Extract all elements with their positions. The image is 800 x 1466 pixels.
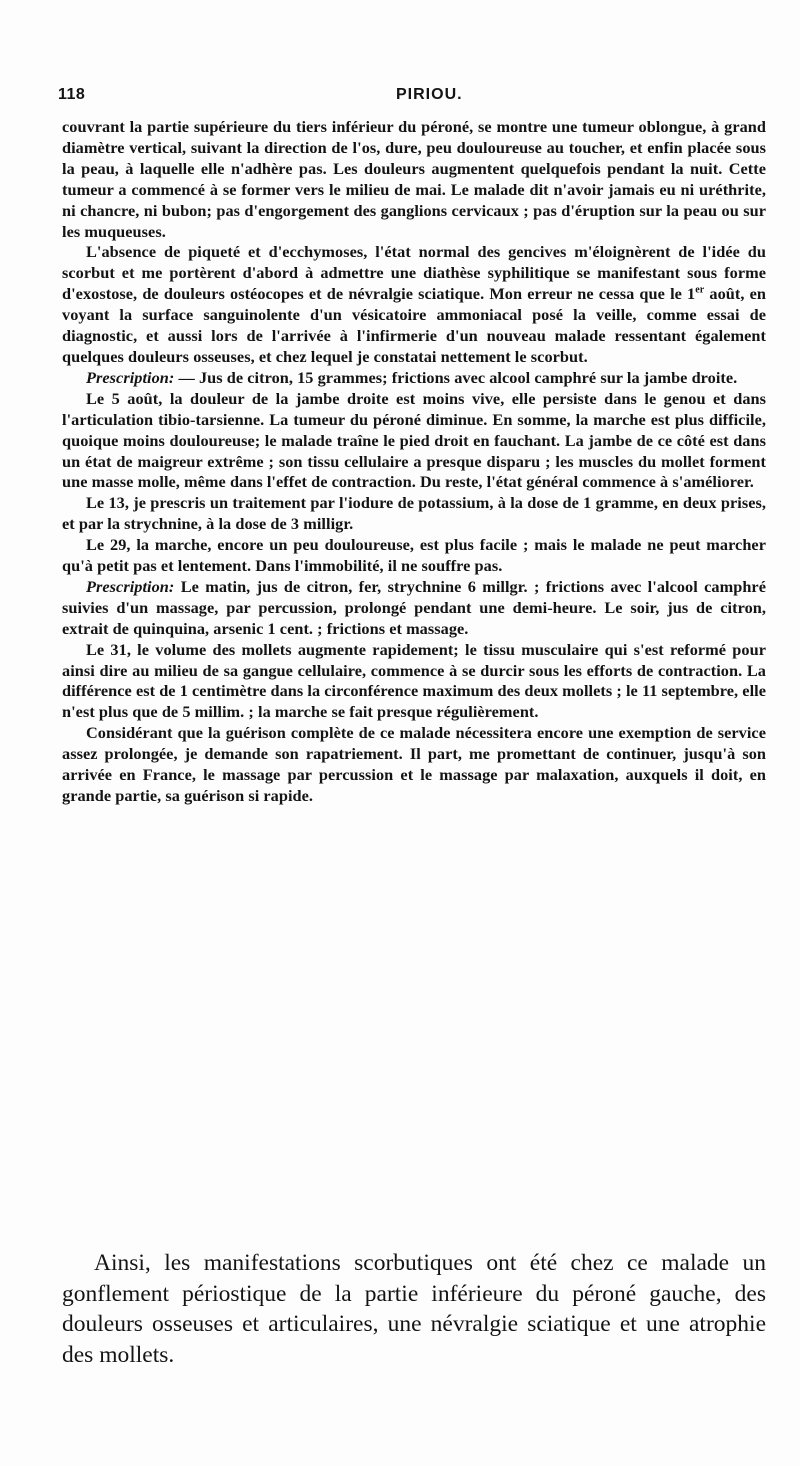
paragraph-tumor-description xyxy=(62,117,766,242)
paragraph-august-5 xyxy=(62,389,766,494)
paragraph-day-13 xyxy=(62,493,766,535)
paragraph-prescription-2 xyxy=(62,577,766,640)
paragraph-text: — Jus de citron, 15 grammes; frictions avec alcool camphré sur la jambe droite. xyxy=(174,367,738,387)
prescription-label: Prescription: xyxy=(86,367,175,387)
paragraph-text: couvrant la partie supérieure du tiers inférieur du péroné, se montre une tumeur oblongue, à grand diamètre vertical, suivant la direction de l'os, dure, peu douloureuse au toucher, et enfin placée sous la peau, à laquelle elle n'adhère pas. Les douleurs augmentent quelquefois pendant la nuit. Cette tumeur a commencé à se former vers le milieu de mai. Le malade dit n'avoir jamais eu ni uréthrite, ni chancre, ni bubon; pas d'engorgement des ganglions cervicaux ; pas d'éruption sur la peau ou sur les muqueuses. xyxy=(62,117,766,241)
paragraph-text: août, en voyant la surface sanguinolente d'un vésicatoire ammoniacal posé la veille, comme essai de diagnostic, et aussi lors de l'arrivée à l'infirmerie d'un nouveau malade ressentant également quelques douleurs osseuses, et chez lequel je constatai nettement le scorbut. xyxy=(62,284,766,366)
paragraph-repatriation xyxy=(62,723,766,807)
conclusion-paragraph: Ainsi, les manifestations scorbutiques ont été chez ce malade un gonflement périostique de la partie inférieure du péroné gauche, des douleurs osseuses et articulaires, une névralgie sciatique et une atrophie des mollets. xyxy=(62,1250,766,1368)
paragraph-text: Le 13, je prescris un traitement par l'iodure de potassium, à la dose de 1 gramme, en deux prises, et par la strychnine, à la dose de 3 milligr. xyxy=(62,493,766,534)
running-head: PIRIOU. xyxy=(396,86,463,103)
ordinal-superscript: er xyxy=(695,284,705,296)
paragraph-text: Le 5 août, la douleur de la jambe droite est moins vive, elle persiste dans le genou et dans l'articulation tibio-tarsienne. La tumeur du péroné diminue. En somme, la marche est plus difficile, quoique moins douloureuse; le malade traîne le pied droit en fauchant. La jambe de ce côté est dans un état de maigreur extrême ; son tissu cellulaire a presque disparu ; les muscles du mollet forment une masse molle, même dans l'effet de contraction. Du reste, l'état général commence à s'améliorer. xyxy=(62,388,766,492)
paragraph-text: Le matin, jus de citron, fer, strychnine 6 millgr. ; frictions avec l'alcool camphré suivies d'un massage, par percussion, prolongé pendant une demi-heure. Le soir, jus de citron, extrait de quinquina, arsenic 1 cent. ; frictions et massage. xyxy=(62,576,766,638)
paragraph-text: Le 29, la marche, encore un peu douloureuse, est plus facile ; mais le malade ne peut marcher qu'à petit pas et lentement. Dans l'immobilité, il ne souffre pas. xyxy=(62,535,766,576)
paragraph-text: Considérant que la guérison complète de ce malade nécessitera encore une exemption de service assez prolongée, je demande son rapatriement. Il part, me promettant de continuer, jusqu'à son arrivée en France, le massage par percussion et le massage par malaxation, auxquels il doit, en grande partie, sa guérison si rapide. xyxy=(62,723,766,805)
paragraph-day-31 xyxy=(62,640,766,724)
paragraph-text: L'absence de piqueté et d'ecchymoses, l'état normal des gencives m'éloignèrent de l'idée du scorbut et me portèrent d'abord à admettre une diathèse syphilitique se manifestant sous forme d'exostose, de douleurs ostéocopes et de névralgie sciatique. Mon erreur ne cessa que le 1 xyxy=(62,242,766,304)
page-number: 118 xyxy=(58,86,86,103)
paragraph-text: Le 31, le volume des mollets augmente rapidement; le tissu musculaire qui s'est reformé pour ainsi dire au milieu de sa gangue cellulaire, commence à se durcir sous les efforts de contraction. La différence est de 1 centimètre dans la circonférence maximum des deux mollets ; le 11 septembre, elle n'est plus que de 5 millim. ; la marche se fait presque régulièrement. xyxy=(62,639,766,722)
paragraph-day-29 xyxy=(62,535,766,577)
paragraph-prescription-1 xyxy=(62,368,766,389)
paragraph-diagnosis xyxy=(62,242,766,367)
prescription-label: Prescription: xyxy=(86,576,175,596)
body-text xyxy=(62,117,766,807)
page-header xyxy=(58,86,748,110)
